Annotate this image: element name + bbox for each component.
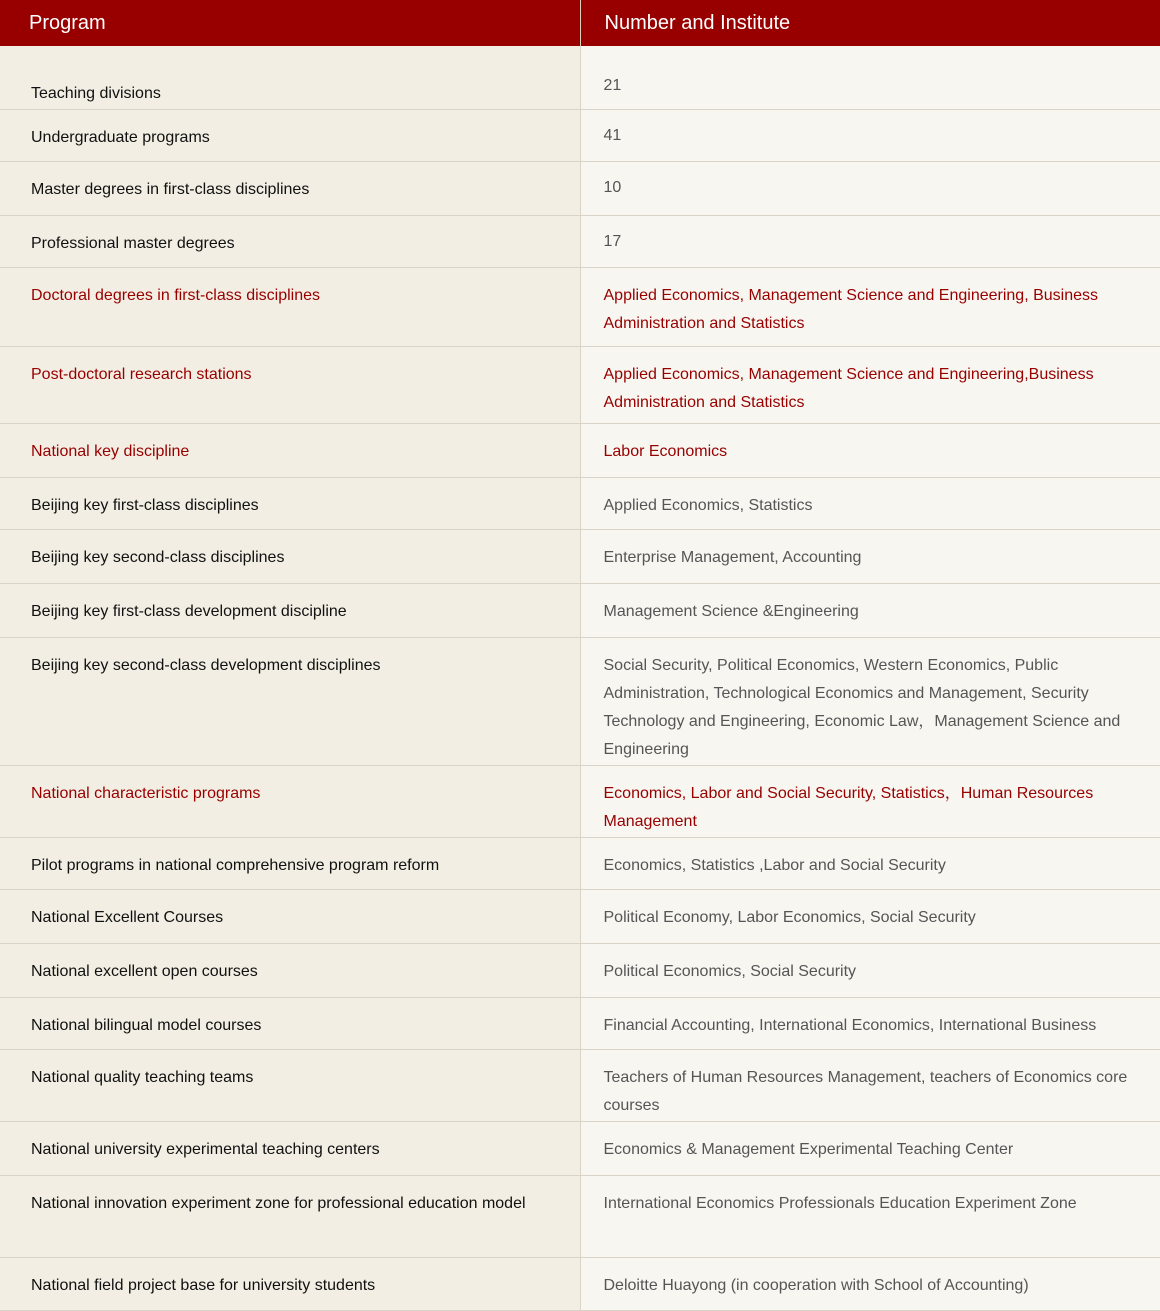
program-cell: National innovation experiment zone for professional education model [0, 1176, 580, 1258]
table-row [0, 1050, 1160, 1122]
program-cell: Beijing key first-class development discipline [0, 584, 580, 638]
table-row [0, 46, 1160, 110]
institute-cell: International Economics Professionals Education Experiment Zone [580, 1176, 1160, 1258]
table-row [0, 216, 1160, 268]
institute-cell: Economics & Management Experimental Teaching Center [580, 1122, 1160, 1176]
program-cell: Beijing key second-class development disciplines [0, 638, 580, 766]
program-cell: Post-doctoral research stations [0, 347, 580, 424]
institute-cell: Enterprise Management, Accounting [580, 530, 1160, 584]
table-row [0, 1176, 1160, 1258]
table-row [0, 478, 1160, 530]
table-row [0, 584, 1160, 638]
program-cell: Doctoral degrees in first-class disciplines [0, 268, 580, 347]
table-row [0, 530, 1160, 584]
program-cell: National Excellent Courses [0, 890, 580, 944]
table-row [0, 944, 1160, 998]
table-row [0, 1258, 1160, 1311]
table-row [0, 638, 1160, 766]
program-cell: Master degrees in first-class disciplines [0, 162, 580, 216]
table-row [0, 998, 1160, 1050]
program-cell: Beijing key first-class disciplines [0, 478, 580, 530]
program-cell: Teaching divisions [0, 46, 580, 110]
table-row [0, 268, 1160, 347]
table-row [0, 424, 1160, 478]
institute-cell: Teachers of Human Resources Management, teachers of Economics core courses [580, 1050, 1160, 1122]
table-header-row [0, 0, 1160, 46]
program-cell: National key discipline [0, 424, 580, 478]
institute-cell: Applied Economics, Management Science and Engineering, Business Administration and Statistics [580, 268, 1160, 347]
program-cell: Professional master degrees [0, 216, 580, 268]
institute-cell: Political Economics, Social Security [580, 944, 1160, 998]
institute-cell: 17 [580, 216, 1160, 268]
header-program: Program [0, 0, 580, 46]
program-cell: Pilot programs in national comprehensive program reform [0, 838, 580, 890]
institute-cell: Applied Economics, Statistics [580, 478, 1160, 530]
table-row [0, 890, 1160, 944]
program-cell: National characteristic programs [0, 766, 580, 838]
program-cell: National university experimental teaching centers [0, 1122, 580, 1176]
table-row [0, 347, 1160, 424]
table-row [0, 766, 1160, 838]
table-row [0, 162, 1160, 216]
table-row [0, 838, 1160, 890]
institute-cell: 10 [580, 162, 1160, 216]
institute-cell: Deloitte Huayong (in cooperation with School of Accounting) [580, 1258, 1160, 1311]
program-cell: National excellent open courses [0, 944, 580, 998]
institute-cell: Political Economy, Labor Economics, Social Security [580, 890, 1160, 944]
institute-cell: 41 [580, 110, 1160, 162]
program-cell: Beijing key second-class disciplines [0, 530, 580, 584]
table-row [0, 1122, 1160, 1176]
program-cell: Undergraduate programs [0, 110, 580, 162]
institute-cell: Applied Economics, Management Science and Engineering,Business Administration and Statistics [580, 347, 1160, 424]
table-row [0, 110, 1160, 162]
institute-cell: Economics, Statistics ,Labor and Social Security [580, 838, 1160, 890]
institute-cell: Labor Economics [580, 424, 1160, 478]
institute-cell: 21 [580, 46, 1160, 110]
program-cell: National quality teaching teams [0, 1050, 580, 1122]
institute-cell: Financial Accounting, International Economics, International Business [580, 998, 1160, 1050]
institute-cell: Management Science &Engineering [580, 584, 1160, 638]
institute-cell: Social Security, Political Economics, Western Economics, Public Administration, Technological Economics and Management, Security Technology and Engineering, Economic Law，Management Science and Engineering [580, 638, 1160, 766]
program-cell: National field project base for university students [0, 1258, 580, 1311]
header-number-institute: Number and Institute [580, 0, 1160, 46]
program-cell: National bilingual model courses [0, 998, 580, 1050]
institute-cell: Economics, Labor and Social Security, Statistics，Human Resources Management [580, 766, 1160, 838]
